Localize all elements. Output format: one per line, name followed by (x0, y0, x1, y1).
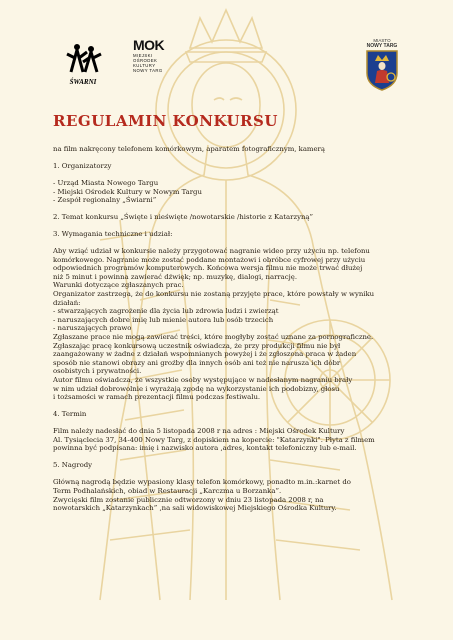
requirements-line: Zgłaszane prace nie mogą zawierać treści, które mogłyby zostać uznane za pornograficzne. (53, 333, 374, 342)
requirements-line: Autor filmu oświadcza, że wszystkie osoby występujące w nadesłanym nagraniu brały (53, 376, 353, 385)
intro-line: na film nakręcony telefonem komórkowym, aparatem fotograficznym, kamerą (53, 145, 325, 153)
city-crest-icon (365, 49, 399, 91)
requirements-line: Organizator zastrzega, że do konkursu nie zostaną przyjęte prace, które powstały w wyniku (53, 290, 375, 299)
requirements-line: Warunki dotyczące zgłaszanych prac. (53, 281, 184, 290)
requirements-line: - naruszających dobre imię lub mienie autora lub osób trzecich (53, 315, 274, 324)
prizes-line: nowotarskich „Katarzynkach” ,na sali widowiskowej Miejskiego Ośrodka Kultury. (53, 504, 337, 513)
mok-logo-line-4: NOWY TARG (133, 68, 163, 73)
crest-caption: NOWY TARG (366, 43, 398, 49)
prizes-line: Główną nagrodą będzie wypasiony klasy telefon komórkowy, ponadto m.in.:karnet do (53, 478, 351, 487)
nowy-targ-crest (360, 38, 404, 94)
section-4-heading: 4. Termin (53, 410, 87, 419)
section-2-heading: 2. Temat konkursu „Święte i nieświęte /nowotarskie /historie z Katarzyną” (53, 213, 314, 222)
requirements-line: komórkowego. Nagranie może zostać poddane montażowi i obróbce cyfrowej przy użyciu (53, 255, 366, 264)
requirements-line: - stwarzających zagrożenie dla życia lub zdrowia ludzi i zwierząt (53, 307, 279, 316)
requirements-line: w nim udział dobrowolnie i wyrażają zgodę na wykorzystanie ich podobizny, głosu (53, 384, 340, 393)
deadline-line: powinna być podpisana: imię i nazwisko autora ,adres, kontakt telefoniczny lub e-mail. (53, 444, 357, 453)
requirements-line: Aby wziąć udział w konkursie należy przygotować nagranie wideo przy użyciu np. telefonu (53, 247, 370, 256)
prizes-line: Zwycięski film zostanie publicznie odtworzony w dniu 23 listopada 2008 r, na (53, 495, 324, 504)
requirements-line: odpowiednich programów komputerowych. Końcowa wersja filmu nie może trwać dłużej (53, 264, 363, 273)
section-1-heading: 1. Organizatorzy (53, 161, 112, 170)
swarni-logo-text: ŚWARNI (69, 78, 97, 86)
document-title: REGULAMIN KONKURSU (53, 112, 278, 130)
requirements-line: niż 5 minut i powinna zawierać dźwięk; np. muzykę, dialogi, narrację. (53, 272, 298, 281)
organizer-item: - Zespół regionalny „Świarni” (53, 196, 157, 205)
swarni-logo (63, 40, 103, 86)
requirements-line: sposób nie stanowi obrazy ani groźby dla innych osób ani też nie narusza ich dóbr (53, 358, 341, 367)
crest-caption-small: MIASTO (373, 38, 391, 43)
requirements-line: osobistych i prywatności. (53, 367, 142, 376)
mok-logo-title: MOK (133, 37, 165, 53)
requirements-line: - naruszających prawo (53, 324, 132, 333)
requirements-line: i tożsamości w ramach prezentacji filmu podczas festiwalu. (53, 393, 261, 402)
prizes-line: Term Podhalańskich, obiad w Restauracji „Karczma u Borzanka”. (53, 486, 282, 495)
section-5-heading: 5. Nagrody (53, 461, 93, 470)
organizer-item: - Miejski Ośrodek Kultury w Nowym Targu (53, 187, 202, 196)
requirements-line: działań: (53, 298, 81, 307)
dancing-figures-icon (63, 40, 103, 76)
mok-logo-line-2: OŚRODEK (133, 58, 158, 63)
organizer-item: - Urząd Miasta Nowego Targu (53, 178, 159, 187)
deadline-line: Film należy nadesłać do dnia 5 listopada 2008 r na adres : Miejski Ośrodek Kultury (53, 427, 345, 436)
deadline-line: Al. Tysiąclecia 37, 34-400 Nowy Targ, z dopiskiem na kopercie: "Katarzynki". Płyta z filmem (53, 435, 375, 444)
mok-logo-line-3: KULTURY (133, 63, 156, 68)
requirements-line: Zgłaszając pracę konkursową uczestnik oświadcza, że przy produkcji filmu nie był (53, 341, 341, 350)
mok-logo-line-1: MIEJSKI (133, 53, 153, 58)
document-body (53, 145, 393, 513)
mok-logo (133, 38, 175, 90)
requirements-line: zaangażowany w żadne z działań wspomnianych powyżej i że zgłoszona praca w żaden (53, 350, 357, 359)
section-3-heading: 3. Wymagania techniczne i udział: (53, 230, 173, 239)
